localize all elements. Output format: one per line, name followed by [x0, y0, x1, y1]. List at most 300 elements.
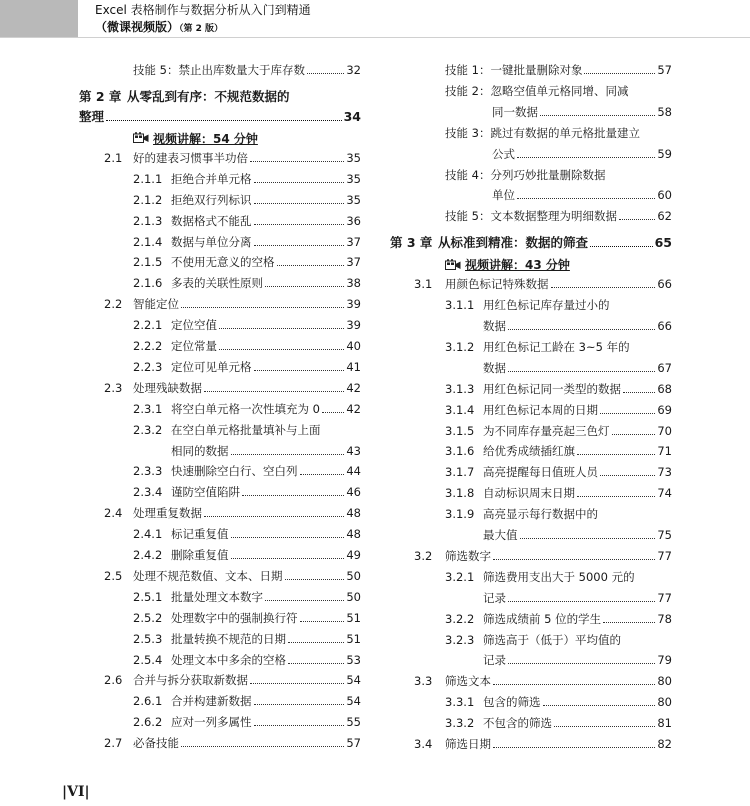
entry-number: 3.2.3	[445, 632, 475, 647]
dot-leader	[181, 746, 344, 747]
toc-entry[interactable]	[445, 694, 672, 710]
entry-title-text: 标记重复值	[171, 527, 229, 542]
entry-page: 69	[657, 402, 672, 417]
entry-page: 40	[346, 339, 361, 353]
dot-leader	[584, 73, 655, 74]
entry-title-text: 智能定位	[133, 297, 179, 312]
toc-entry[interactable]	[445, 167, 672, 183]
page-header	[0, 0, 750, 38]
entry-title	[171, 422, 361, 438]
entry-page: 78	[657, 611, 672, 626]
entry-title-text: 单位	[492, 188, 515, 203]
video-lecture-line[interactable]	[133, 130, 258, 147]
toc-entry[interactable]	[445, 339, 672, 355]
entry-title	[171, 610, 346, 626]
toc-entry[interactable]	[133, 484, 361, 500]
entry-page: 80	[657, 695, 672, 710]
dot-leader	[219, 349, 344, 350]
dot-leader	[204, 516, 344, 517]
toc-entry[interactable]	[133, 589, 361, 605]
entry-page: 39	[346, 297, 361, 312]
entry-title	[133, 150, 346, 166]
entry-title	[492, 187, 657, 203]
entry-title	[171, 213, 346, 229]
entry-title	[445, 276, 657, 292]
toc-entry[interactable]	[414, 673, 672, 689]
entry-title-text: 处理文本中多余的空格	[171, 652, 286, 667]
entry-number: 2.6.1	[133, 694, 163, 709]
entry-title-text: 批量处理文本数字	[171, 589, 263, 604]
toc-entry-continuation[interactable]	[483, 527, 672, 543]
entry-page: 71	[657, 444, 672, 459]
entry-page: 54	[346, 673, 361, 688]
entry-title	[171, 171, 346, 187]
entry-title-text: 高亮显示每行数据中的	[483, 507, 598, 522]
book-title: Excel 表格制作与数据分析从入门到精通	[95, 3, 311, 17]
entry-title	[483, 402, 657, 418]
entry-number: 2.3.1	[133, 401, 163, 416]
dot-leader	[577, 496, 655, 497]
entry-title-text: 数据	[483, 360, 506, 375]
chapter-page: 65	[654, 235, 672, 251]
toc-entry[interactable]	[445, 464, 672, 480]
entry-title	[492, 104, 657, 120]
entry-title-text: 定位空值	[171, 318, 217, 333]
entry-page: 66	[657, 277, 672, 292]
entry-number: 3.1	[414, 277, 433, 292]
entry-title-text: 拒绝双行列标识	[171, 192, 252, 207]
entry-number: 3.1.5	[445, 423, 475, 438]
dot-leader	[322, 412, 344, 413]
dot-leader	[619, 219, 655, 220]
entry-title-text: 技能 5：文本数据整理为明细数据	[445, 209, 617, 224]
dot-leader	[493, 747, 655, 748]
entry-title	[171, 275, 346, 291]
dot-leader	[254, 704, 345, 705]
toc-entry[interactable]	[133, 610, 361, 626]
toc-entry[interactable]	[104, 568, 361, 584]
dot-leader	[520, 538, 656, 539]
toc-entry-continuation[interactable]	[483, 652, 672, 668]
entry-title-text: 不包含的筛选	[483, 716, 552, 731]
toc-entry[interactable]	[133, 652, 361, 668]
entry-title-text: 筛选费用支出大于 5000 元的	[483, 569, 635, 584]
entry-title-text: 公式	[492, 146, 515, 161]
entry-title	[171, 234, 346, 250]
entry-title-text: 筛选日期	[445, 737, 491, 751]
entry-number: 3.1.1	[445, 298, 475, 313]
toc-entry[interactable]	[445, 402, 672, 418]
chapter-title-continuation[interactable]	[79, 107, 361, 125]
entry-page: 35	[346, 192, 361, 207]
page-number-footer: |VI|	[62, 784, 90, 800]
toc-entry[interactable]	[133, 693, 361, 709]
entry-title-text: 用红色标记库存量过小的	[483, 298, 610, 313]
toc-entry[interactable]	[445, 569, 672, 585]
toc-entry[interactable]	[133, 631, 361, 647]
toc-entry[interactable]	[133, 401, 361, 417]
toc-entry[interactable]	[414, 548, 672, 564]
entry-number: 2.1	[104, 150, 123, 165]
entry-number: 2.3.3	[133, 464, 163, 479]
entry-title-text: 合并与拆分获取新数据	[133, 673, 248, 688]
entry-title	[483, 694, 657, 710]
toc-entry[interactable]	[445, 208, 672, 224]
entry-number: 3.3.2	[445, 716, 475, 731]
entry-title-text: 用红色标记本周的日期	[483, 402, 598, 417]
toc-entry[interactable]	[445, 632, 672, 648]
entry-title-text: 给优秀成绩插红旗	[483, 444, 575, 459]
toc-entry[interactable]	[133, 213, 361, 229]
toc-entry[interactable]	[445, 125, 672, 141]
entry-title	[483, 632, 672, 648]
dot-leader	[254, 245, 345, 246]
entry-number: 2.3	[104, 380, 123, 395]
chapter-title[interactable]	[438, 233, 672, 251]
entry-page: 51	[346, 631, 361, 646]
dot-leader	[590, 246, 653, 247]
entry-number: 3.1.9	[445, 507, 475, 522]
entry-page: 77	[657, 590, 672, 605]
entry-title-text: 多表的关联性原则	[171, 276, 263, 291]
entry-number: 2.1.6	[133, 276, 163, 291]
entry-page: 42	[346, 401, 361, 416]
book-edition	[95, 18, 223, 35]
entry-title	[445, 673, 657, 689]
toc-entry[interactable]	[445, 611, 672, 627]
toc-entry[interactable]	[133, 526, 361, 542]
entry-number: 2.5	[104, 568, 123, 583]
dot-leader	[603, 622, 655, 623]
chapter-title[interactable]: 从零乱到有序：不规范数据的	[127, 88, 290, 104]
toc-entry[interactable]	[104, 380, 361, 396]
entry-title-text: 技能 1：一键批量删除对象	[445, 63, 583, 77]
video-lecture-line[interactable]	[445, 256, 570, 273]
entry-title-text: 定位可见单元格	[171, 359, 252, 374]
dot-leader	[300, 621, 345, 622]
toc-entry[interactable]	[445, 485, 672, 501]
toc-entry[interactable]	[104, 735, 361, 751]
entry-number: 2.1.2	[133, 192, 163, 207]
dot-leader	[277, 265, 345, 266]
entry-number: 2.4.2	[133, 548, 163, 562]
entry-page: 37	[346, 234, 361, 249]
dot-leader	[554, 726, 655, 727]
entry-title-text: 删除重复值	[171, 548, 229, 562]
entry-number: 3.1.4	[445, 402, 475, 417]
entry-page: 59	[657, 146, 672, 161]
entry-page: 81	[657, 716, 672, 731]
entry-number: 3.2.1	[445, 569, 475, 584]
entry-title	[445, 83, 672, 99]
entry-title	[133, 505, 346, 521]
entry-number: 3.3.1	[445, 695, 475, 710]
entry-title-text: 相同的数据	[171, 443, 229, 458]
entry-number: 2.2	[104, 297, 123, 312]
toc-entry[interactable]	[445, 381, 672, 397]
toc-entry-continuation[interactable]	[492, 104, 672, 120]
entry-number: 2.7	[104, 736, 123, 751]
toc-entry[interactable]	[104, 296, 361, 312]
entry-page: 57	[346, 736, 361, 751]
toc-entry[interactable]	[133, 171, 361, 187]
entry-title	[483, 423, 657, 439]
entry-page: 80	[657, 674, 672, 689]
chapter-number: 第 2 章	[79, 88, 122, 104]
header-divider	[0, 37, 750, 38]
entry-title-text: 记录	[483, 653, 506, 668]
toc-entry[interactable]	[133, 359, 361, 375]
entry-page: 82	[657, 737, 672, 751]
entry-title	[171, 589, 346, 605]
entry-title	[171, 714, 346, 730]
entry-title	[171, 192, 346, 208]
toc-entry-continuation[interactable]	[492, 146, 672, 162]
entry-number: 2.2.3	[133, 359, 163, 374]
dot-leader	[250, 683, 344, 684]
entry-title-text: 处理残缺数据	[133, 380, 202, 395]
entry-number: 2.1.1	[133, 171, 163, 186]
entry-title	[483, 485, 657, 501]
toc-entry-continuation[interactable]	[483, 318, 672, 334]
dot-leader	[623, 392, 655, 393]
entry-number: 2.3.4	[133, 485, 163, 500]
entry-number: 3.1.7	[445, 465, 475, 480]
entry-page: 79	[657, 653, 672, 668]
entry-title-text: 定位常量	[171, 339, 217, 353]
dot-leader	[265, 286, 344, 287]
entry-title-text: 不使用无意义的空格	[171, 255, 275, 270]
entry-page: 37	[346, 255, 361, 270]
entry-page: 44	[346, 464, 361, 479]
entry-page: 54	[346, 694, 361, 709]
entry-title	[171, 338, 346, 354]
toc-entry[interactable]	[133, 62, 361, 78]
entry-title	[483, 318, 657, 334]
entry-page: 50	[346, 589, 361, 604]
entry-page: 55	[346, 715, 361, 730]
entry-title-text: 必备技能	[133, 736, 179, 751]
entry-title-text: 筛选成绩前 5 位的学生	[483, 611, 602, 626]
entry-title-text: 包含的筛选	[483, 695, 541, 710]
entry-title	[483, 527, 657, 543]
toc-entry[interactable]	[133, 714, 361, 730]
entry-number: 3.1.6	[445, 444, 475, 459]
entry-page: 70	[657, 423, 672, 438]
chapter-title-text: 整理	[79, 108, 105, 124]
toc-entry[interactable]	[133, 275, 361, 291]
entry-title	[171, 484, 346, 500]
entry-title	[483, 569, 672, 585]
entry-title	[483, 715, 657, 731]
entry-title-text: 快速删除空白行、空白列	[171, 464, 298, 479]
entry-title	[133, 568, 346, 584]
entry-page: 36	[346, 213, 361, 228]
entry-title-text: 最大值	[483, 528, 518, 542]
entry-title	[492, 146, 657, 162]
entry-title-text: 为不同库存量亮起三色灯	[483, 423, 610, 438]
entry-page: 51	[346, 610, 361, 625]
entry-page: 66	[657, 319, 672, 333]
entry-title-text: 筛选文本	[445, 674, 491, 689]
toc-entry[interactable]	[133, 317, 361, 333]
entry-title	[445, 62, 657, 78]
entry-title-text: 应对一列多属性	[171, 715, 252, 730]
entry-title	[133, 380, 346, 396]
entry-title	[133, 735, 346, 751]
entry-title	[133, 296, 346, 312]
entry-number: 3.2.2	[445, 611, 475, 626]
entry-title-text: 用红色标记同一类型的数据	[483, 381, 621, 396]
toc-entry[interactable]	[133, 547, 361, 563]
entry-title	[445, 125, 672, 141]
toc-entry-continuation[interactable]	[483, 360, 672, 376]
entry-page: 67	[657, 360, 672, 375]
entry-title-text: 筛选高于（低于）平均值的	[483, 632, 621, 647]
toc-entry[interactable]	[414, 276, 672, 292]
entry-title-text: 记录	[483, 590, 506, 605]
chapter-page: 34	[343, 108, 361, 124]
entry-title-text: 批量转换不规范的日期	[171, 631, 286, 646]
entry-title	[171, 463, 346, 479]
dot-leader	[204, 391, 344, 392]
toc-entry[interactable]	[133, 192, 361, 208]
entry-title-text: 处理数字中的强制换行符	[171, 610, 298, 625]
edition-main: （微课视频版）	[95, 20, 180, 34]
entry-page: 73	[657, 465, 672, 480]
entry-number: 2.1.5	[133, 255, 163, 270]
toc-entry[interactable]	[104, 505, 361, 521]
toc-entry[interactable]	[133, 234, 361, 250]
entry-page: 74	[657, 486, 672, 501]
dot-leader	[540, 115, 655, 116]
toc-entry[interactable]	[133, 463, 361, 479]
toc-entry[interactable]	[445, 62, 672, 78]
chapter-number: 第 3 章	[390, 235, 433, 251]
dot-leader	[300, 474, 345, 475]
toc-entry-continuation[interactable]	[492, 187, 672, 203]
toc-entry[interactable]	[133, 422, 361, 438]
dot-leader	[288, 642, 344, 643]
entry-page: 60	[657, 188, 672, 203]
toc-entry[interactable]	[133, 338, 361, 354]
dot-leader	[551, 287, 656, 288]
toc-entry[interactable]	[104, 150, 361, 166]
entry-page: 53	[346, 652, 361, 667]
dot-leader	[612, 434, 656, 435]
entry-page: 32	[346, 63, 361, 77]
entry-title	[171, 359, 346, 375]
entry-number: 3.4	[414, 737, 433, 751]
dot-leader	[493, 559, 655, 560]
toc-entry[interactable]	[445, 423, 672, 439]
dot-leader	[285, 579, 345, 580]
toc-entry[interactable]	[445, 506, 672, 522]
dot-leader	[600, 413, 655, 414]
video-camera-icon	[445, 259, 461, 271]
video-lecture-text: 视频讲解：43 分钟	[465, 258, 570, 273]
dot-leader	[543, 705, 656, 706]
entry-title	[483, 590, 657, 606]
video-camera-icon	[133, 132, 149, 144]
dot-leader	[508, 601, 655, 602]
entry-title	[171, 401, 346, 417]
entry-page: 75	[657, 528, 672, 542]
entry-number: 3.1.8	[445, 486, 475, 501]
entry-title	[171, 693, 346, 709]
entry-title	[133, 672, 346, 688]
entry-title-text: 将空白单元格一次性填充为 0	[171, 401, 320, 416]
dot-leader	[493, 684, 655, 685]
entry-page: 39	[346, 318, 361, 333]
dot-leader	[265, 600, 344, 601]
dot-leader	[508, 663, 655, 664]
entry-title	[171, 652, 346, 668]
toc-entry[interactable]	[445, 715, 672, 731]
entry-title-text: 技能 4：分列巧妙批量删除数据	[445, 167, 606, 182]
entry-title	[171, 547, 346, 563]
dot-leader	[106, 120, 342, 121]
entry-title	[483, 381, 657, 397]
entry-title	[483, 611, 657, 627]
dot-leader	[517, 198, 655, 199]
dot-leader	[508, 329, 655, 330]
entry-title	[171, 254, 346, 270]
entry-number: 2.4	[104, 506, 123, 521]
entry-number: 2.4.1	[133, 527, 163, 542]
entry-title-text: 合并构建新数据	[171, 694, 252, 709]
entry-page: 58	[657, 104, 672, 119]
entry-title-text: 自动标识周末日期	[483, 486, 575, 501]
entry-title	[171, 631, 346, 647]
entry-page: 68	[657, 381, 672, 396]
toc-entry[interactable]	[445, 443, 672, 459]
header-gray-bar	[0, 0, 78, 38]
dot-leader	[231, 558, 345, 559]
entry-title	[171, 317, 346, 333]
page-number: VI	[67, 784, 85, 800]
dot-leader	[254, 203, 345, 204]
toc-entry-continuation[interactable]	[171, 443, 361, 459]
entry-title-text: 处理重复数据	[133, 506, 202, 521]
toc-entry[interactable]	[414, 736, 672, 752]
toc-entry[interactable]	[104, 672, 361, 688]
entry-number: 3.1.2	[445, 339, 475, 354]
entry-title	[445, 736, 657, 752]
entry-number: 3.1.3	[445, 381, 475, 396]
entry-title-text: 用颜色标记特殊数据	[445, 277, 549, 292]
toc-entry[interactable]	[445, 83, 672, 99]
dot-leader	[307, 73, 344, 74]
entry-page: 38	[346, 276, 361, 291]
entry-title	[445, 208, 657, 224]
entry-number: 2.3.2	[133, 422, 163, 437]
entry-number: 3.3	[414, 674, 433, 689]
dot-leader	[231, 537, 345, 538]
entry-number: 2.6	[104, 673, 123, 688]
toc-entry[interactable]	[133, 254, 361, 270]
toc-entry[interactable]	[445, 297, 672, 313]
chapter-title-text: 从标准到精准：数据的筛查	[438, 235, 589, 251]
entry-title	[483, 297, 672, 313]
entry-title-text: 数据格式不能乱	[171, 213, 252, 228]
entry-title	[171, 526, 346, 542]
toc-entry-continuation[interactable]	[483, 590, 672, 606]
video-lecture-text: 视频讲解：54 分钟	[153, 131, 258, 146]
dot-leader	[254, 224, 345, 225]
entry-title	[133, 62, 346, 78]
entry-title	[483, 652, 657, 668]
